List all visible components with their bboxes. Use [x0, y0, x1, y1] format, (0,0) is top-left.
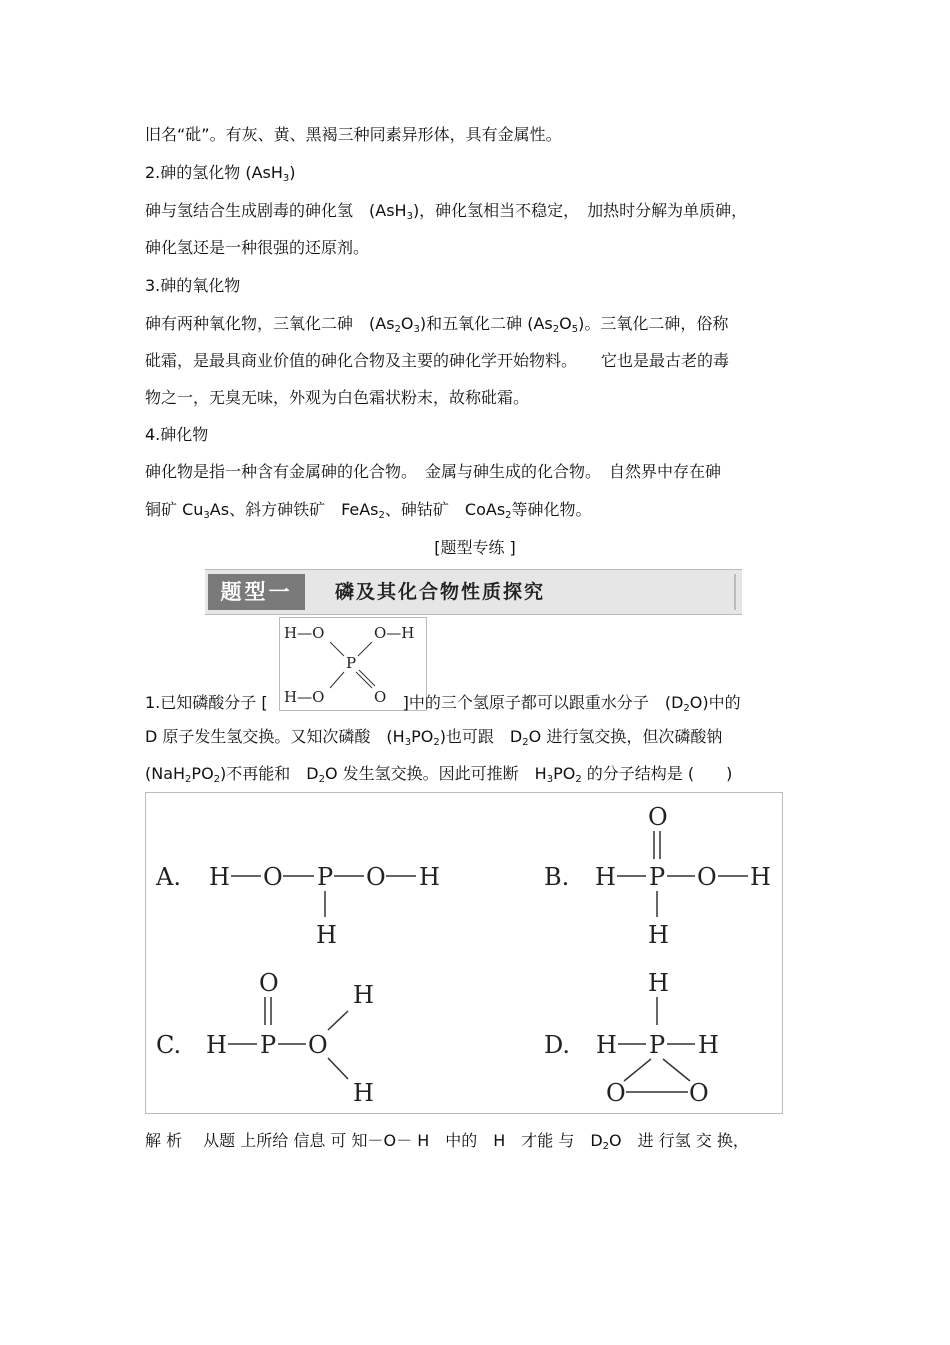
- options-svg: [146, 793, 782, 1113]
- option-a-o1: O: [263, 863, 283, 891]
- option-d-p: P: [649, 1031, 666, 1059]
- option-b-h3: H: [648, 921, 669, 949]
- option-d-label: D.: [544, 1031, 571, 1059]
- answer-analysis-line: 解 析 从题 上所给 信息 可 知－O－ H 中的 H 才能 与 $D_2O$ 进 行氢 交 换，: [145, 1131, 749, 1152]
- text-line: 砒霜，是最具商业价值的砷化合物及主要的砷化学开始物料。 它也是最古老的毒: [145, 351, 730, 370]
- option-b-h1: H: [595, 863, 616, 891]
- banner-divider: [734, 574, 736, 610]
- option-a-p: P: [317, 863, 334, 891]
- option-b-label: B.: [544, 863, 570, 891]
- option-a[interactable]: [155, 863, 440, 949]
- option-b-o-top: O: [648, 803, 668, 831]
- question-type-banner: [205, 569, 742, 615]
- h-o-bottom-left: H—O: [284, 688, 325, 706]
- option-c[interactable]: [156, 969, 374, 1107]
- text-line: 砷化氢还是一种很强的还原剂。: [145, 238, 370, 257]
- option-b-h2: H: [750, 863, 771, 891]
- option-c-label: C.: [156, 1031, 182, 1059]
- option-d-o-left: O: [606, 1079, 626, 1107]
- question-1-line: D 原子发生氢交换。又知次磷酸 $(H_3PO_2)$也可跟 $D_2O$ 进行氢交换，但次磷酸钠: [145, 727, 723, 748]
- text-line: 砷有两种氧化物，三氧化二砷 $(As_2O_3)$和五氧化二砷 $(As_2O_5)$。三氧化二砷，俗称: [145, 314, 729, 335]
- heading-arsenic-oxide: 3.砷的氧化物: [145, 276, 241, 295]
- option-c-h-top: H: [353, 981, 374, 1009]
- option-a-o2: O: [366, 863, 386, 891]
- section-title: [题型专练 ]: [434, 538, 516, 557]
- option-d-h-left: H: [596, 1031, 617, 1059]
- option-d-h-right: H: [698, 1031, 719, 1059]
- banner-label: 题型一: [208, 574, 305, 610]
- h-o-top-left: H—O: [284, 624, 325, 642]
- text-line: 铜矿 $Cu_3As$、斜方砷铁矿 FeAs$_2$、砷钴矿 CoAs$_2$等砷化物。: [145, 500, 592, 521]
- text-line: 物之一，无臭无味，外观为白色霜状粉末，故称砒霜。: [145, 388, 530, 407]
- heading-arsine: 2.砷的氢化物 (AsH$_3$): [145, 163, 296, 184]
- option-c-o-top: O: [259, 969, 279, 997]
- option-b-o2: O: [697, 863, 717, 891]
- option-d-h-top: H: [648, 969, 669, 997]
- option-b[interactable]: [544, 803, 771, 949]
- heading-arsenide: 4.砷化物: [145, 425, 209, 444]
- option-a-h1: H: [209, 863, 230, 891]
- text-line: 砷化物是指一种含有金属砷的化合物。 金属与砷生成的化合物。 自然界中存在砷: [145, 462, 722, 481]
- question-1-line: $(NaH_2PO_2)$不再能和 $D_2O$ 发生氢交换。因此可推断 $H_3PO_2$ 的分子结构是 ( ): [145, 764, 733, 785]
- option-b-p: P: [649, 863, 666, 891]
- banner-title: 磷及其化合物性质探究: [335, 581, 546, 603]
- option-c-h-bottom: H: [353, 1079, 374, 1107]
- text-line: 旧名“砒”。有灰、黄、黑褐三种同素异形体，具有金属性。: [145, 125, 562, 144]
- option-d[interactable]: [544, 969, 719, 1107]
- answer-options-figure: [145, 792, 783, 1114]
- option-a-h3: H: [316, 921, 337, 949]
- option-c-p: P: [260, 1031, 277, 1059]
- question-1-line: 1.已知磷酸分子 [ ]中的三个氢原子都可以跟重水分子 $(D_2O)$中的: [145, 693, 741, 714]
- option-c-h1: H: [206, 1031, 227, 1059]
- text-line: 砷与氢结合生成剧毒的砷化氢 (AsH$_3$)，砷化氢相当不稳定， 加热时分解为单质砷，: [145, 201, 748, 222]
- option-a-label: A.: [156, 863, 181, 891]
- option-a-h2: H: [419, 863, 440, 891]
- phosphorus-atom: P: [346, 654, 357, 672]
- option-c-o: O: [308, 1031, 328, 1059]
- option-d-o-right: O: [689, 1079, 709, 1107]
- o-h-top-right: O—H: [374, 624, 415, 642]
- oxygen-bottom-right: O: [374, 688, 387, 706]
